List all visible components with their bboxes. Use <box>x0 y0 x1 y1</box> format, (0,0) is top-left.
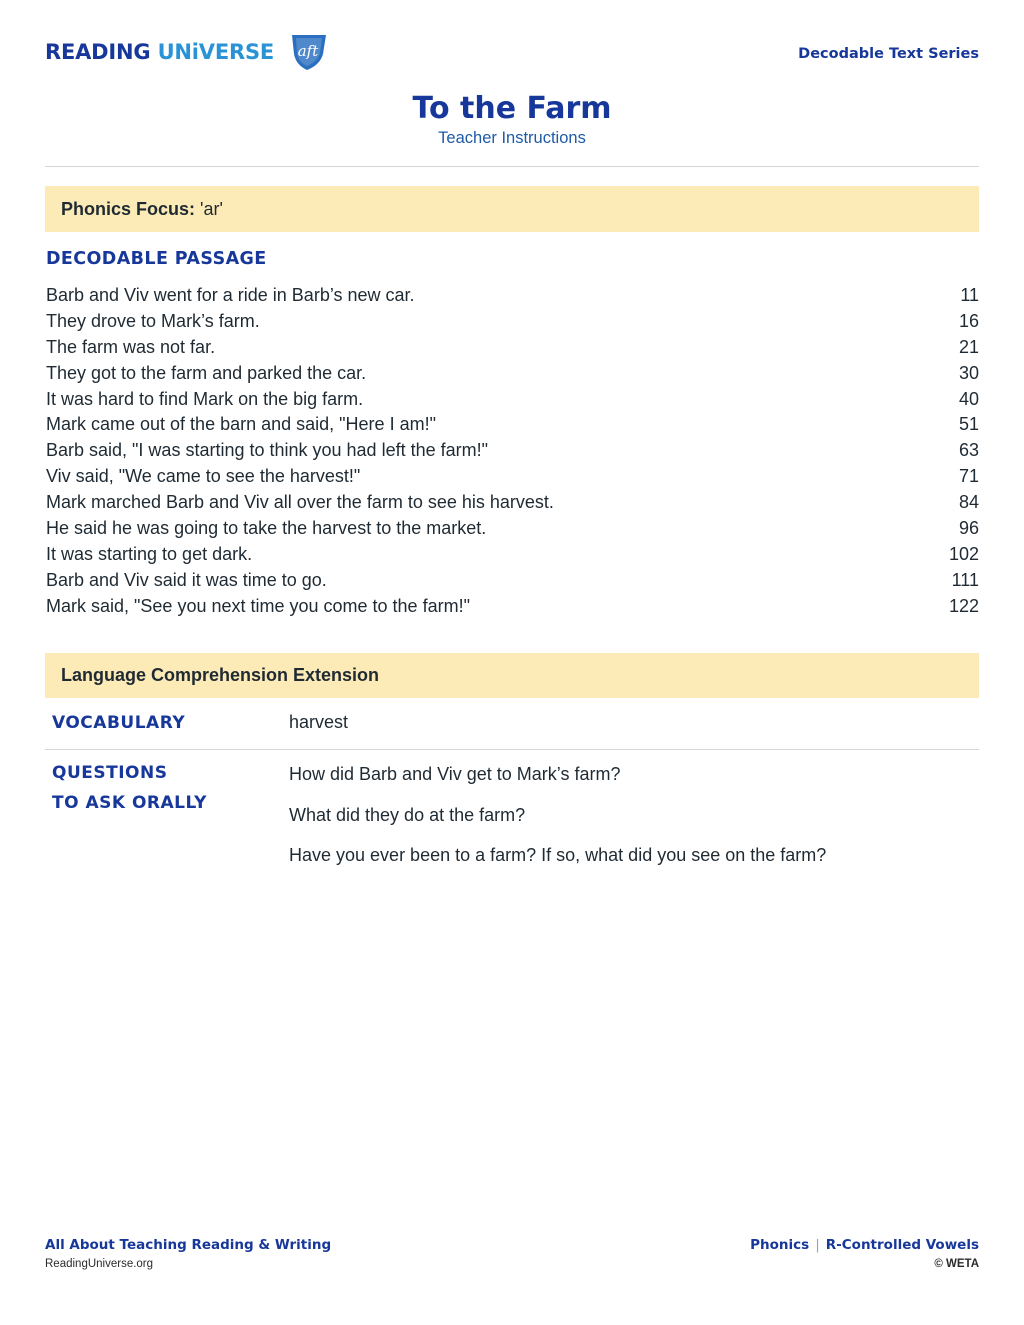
passage-heading: DECODABLE PASSAGE <box>46 249 267 269</box>
passage-line <box>46 438 979 464</box>
passage-line <box>46 568 979 594</box>
passage-line-text: The farm was not far. <box>46 336 216 357</box>
questions-label-line-1: QUESTIONS <box>52 763 168 783</box>
word-count: 111 <box>951 569 979 590</box>
word-count: 30 <box>958 362 979 383</box>
logo-aft-text: aft <box>297 42 319 60</box>
footer-left <box>45 1236 331 1270</box>
word-count: 102 <box>948 543 979 564</box>
word-count: 21 <box>958 336 979 357</box>
phonics-focus-label: Phonics Focus: <box>61 198 196 219</box>
vocabulary-label: VOCABULARY <box>52 713 186 733</box>
header-divider <box>45 166 979 167</box>
passage-line <box>46 309 979 335</box>
vocabulary-row <box>45 698 979 750</box>
word-count: 71 <box>958 466 979 487</box>
passage-line-text: Mark marched Barb and Viv all over the farm to see his harvest. <box>46 492 554 513</box>
passage-line-text: Barb and Viv said it was time to go. <box>46 569 327 590</box>
logo-wordmark <box>45 40 274 64</box>
decodable-passage <box>46 283 979 620</box>
aft-shield-icon <box>286 32 330 72</box>
reading-universe-logo[interactable] <box>45 32 330 72</box>
phonics-focus-value: 'ar' <box>200 198 223 219</box>
word-count: 51 <box>958 414 979 435</box>
footer-right <box>750 1236 979 1270</box>
phonics-focus <box>61 199 223 220</box>
passage-line <box>46 283 979 309</box>
passage-line <box>46 542 979 568</box>
questions-list <box>289 762 826 884</box>
logo-reading: READING <box>45 40 151 64</box>
passage-line-text: They drove to Mark’s farm. <box>46 310 260 331</box>
question-item: Have you ever been to a farm? If so, what did you see on the farm? <box>289 845 827 865</box>
series-label: Decodable Text Series <box>798 46 979 62</box>
vocabulary-word: harvest <box>289 712 349 732</box>
page-title: To the Farm <box>412 91 612 126</box>
questions-label-line-2: TO ASK ORALLY <box>52 793 207 813</box>
passage-line-text: Barb and Viv went for a ride in Barb’s new car. <box>46 285 415 305</box>
footer-topic-phonics: Phonics <box>750 1237 810 1253</box>
passage-line-text: Mark said, "See you next time you come to the farm!" <box>46 595 470 616</box>
extension-bar <box>45 653 979 698</box>
passage-line <box>46 464 979 490</box>
extension-heading: Language Comprehension Extension <box>61 665 380 685</box>
footer-topics <box>750 1236 979 1254</box>
page-subtitle: Teacher Instructions <box>438 129 586 147</box>
footer-topic-r-controlled: R-Controlled Vowels <box>825 1237 979 1253</box>
word-count: 11 <box>960 285 979 305</box>
header <box>45 32 979 76</box>
word-count: 40 <box>958 388 979 409</box>
word-count: 84 <box>958 492 979 513</box>
passage-line-text: Barb said, "I was starting to think you had left the farm!" <box>46 440 488 461</box>
passage-line <box>46 361 979 387</box>
phonics-focus-bar <box>45 186 979 232</box>
footer-title: All About Teaching Reading & Writing <box>45 1237 332 1253</box>
footer-copyright: © WETA <box>934 1258 979 1270</box>
passage-line <box>46 490 979 516</box>
questions-label <box>52 758 252 818</box>
passage-line <box>46 516 979 542</box>
word-count: 16 <box>958 310 979 331</box>
passage-line-text: It was starting to get dark. <box>46 543 253 564</box>
page <box>45 0 979 1325</box>
passage-line <box>46 594 979 620</box>
title-block <box>45 90 979 148</box>
footer-separator: | <box>815 1237 820 1253</box>
logo-universe: UNiVERSE <box>157 40 275 64</box>
passage-line <box>46 387 979 413</box>
word-count: 122 <box>948 595 979 616</box>
word-count: 96 <box>958 518 979 539</box>
footer-url-link[interactable]: ReadingUniverse.org <box>45 1258 154 1270</box>
question-item: What did they do at the farm? <box>289 804 526 825</box>
passage-line <box>46 335 979 361</box>
passage-line-text: It was hard to find Mark on the big farm. <box>46 388 364 409</box>
word-count: 63 <box>958 440 979 461</box>
passage-line-text: They got to the farm and parked the car. <box>46 362 367 383</box>
passage-line-text: Mark came out of the barn and said, "Here I am!" <box>46 414 436 435</box>
question-item: How did Barb and Viv get to Mark’s farm? <box>289 764 621 784</box>
passage-line-text: Viv said, "We came to see the harvest!" <box>46 466 361 487</box>
passage-line <box>46 412 979 438</box>
passage-line-text: He said he was going to take the harvest to the market. <box>46 518 487 539</box>
